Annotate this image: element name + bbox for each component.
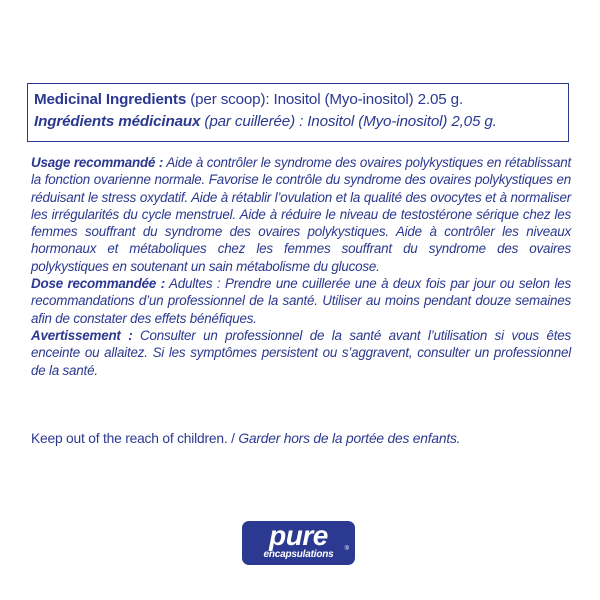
ingredients-english-text: (per scoop): Inositol (Myo-inositol) 2.05 g.	[186, 91, 464, 108]
recommended-use-heading: Usage recommandé :	[31, 155, 164, 170]
keep-out-french: Garder hors de la portée des enfants.	[234, 431, 461, 446]
logo-sub-text: encapsulations	[263, 549, 334, 560]
keep-out-english: Keep out of the reach of children. /	[31, 431, 235, 446]
warning-heading: Avertissement :	[31, 327, 133, 343]
registered-mark-icon: ®	[344, 546, 349, 552]
recommended-use-paragraph	[31, 154, 571, 275]
medicinal-ingredients-box	[27, 83, 569, 142]
ingredients-french-text: (par cuillerée) : Inositol (Myo-inositol) 2,05 g.	[200, 113, 497, 130]
ingredients-english-label: Medicinal Ingredients	[34, 91, 187, 108]
ingredients-french-label: Ingrédients médicinaux	[34, 113, 201, 130]
usage-section	[31, 154, 571, 379]
ingredients-french-line	[34, 111, 568, 133]
warning-text: Consulter un professionnel de la santé avant l’utilisation si vous êtes enceinte ou allaitez. Si les symptômes persistent ou s’aggravent, consulter un professionnel de la santé.	[31, 327, 571, 378]
ingredients-english-line	[34, 89, 568, 111]
recommended-dose-paragraph	[31, 275, 571, 327]
recommended-use-text: Aide à contrôler le syndrome des ovaires polykystiques en rétablissant la fonction ovarienne normale. Favorise le contrôle du syndrome des ovaires polykystiques en réduisant le stress oxydatif. Aide à rétablir l’ovulation et la qualité des ovocytes et à normaliser les irrégularités du cycle menstruel. Aide à réduire le niveau de testostérone sérique chez les femmes souffrant du syndrome des ovaires polykystiques. Aide à contrôler les niveaux hormonaux et métaboliques chez les femmes souffrant du syndrome des ovaires polykystiques en soutenant un sain métabolisme du glucose.	[31, 155, 571, 274]
warning-paragraph	[31, 327, 571, 379]
recommended-dose-text: Adultes : Prendre une cuillerée une à deux fois par jour ou selon les recommandations d’un professionnel de la santé. Utiliser au moins pendant douze semaines afin de constater des effets bénéfiques.	[31, 276, 571, 326]
recommended-dose-heading: Dose recommandée :	[31, 276, 165, 292]
pure-encapsulations-logo	[242, 521, 355, 565]
logo-brand-text: pure	[269, 520, 328, 551]
keep-out-of-reach-notice	[31, 430, 460, 448]
